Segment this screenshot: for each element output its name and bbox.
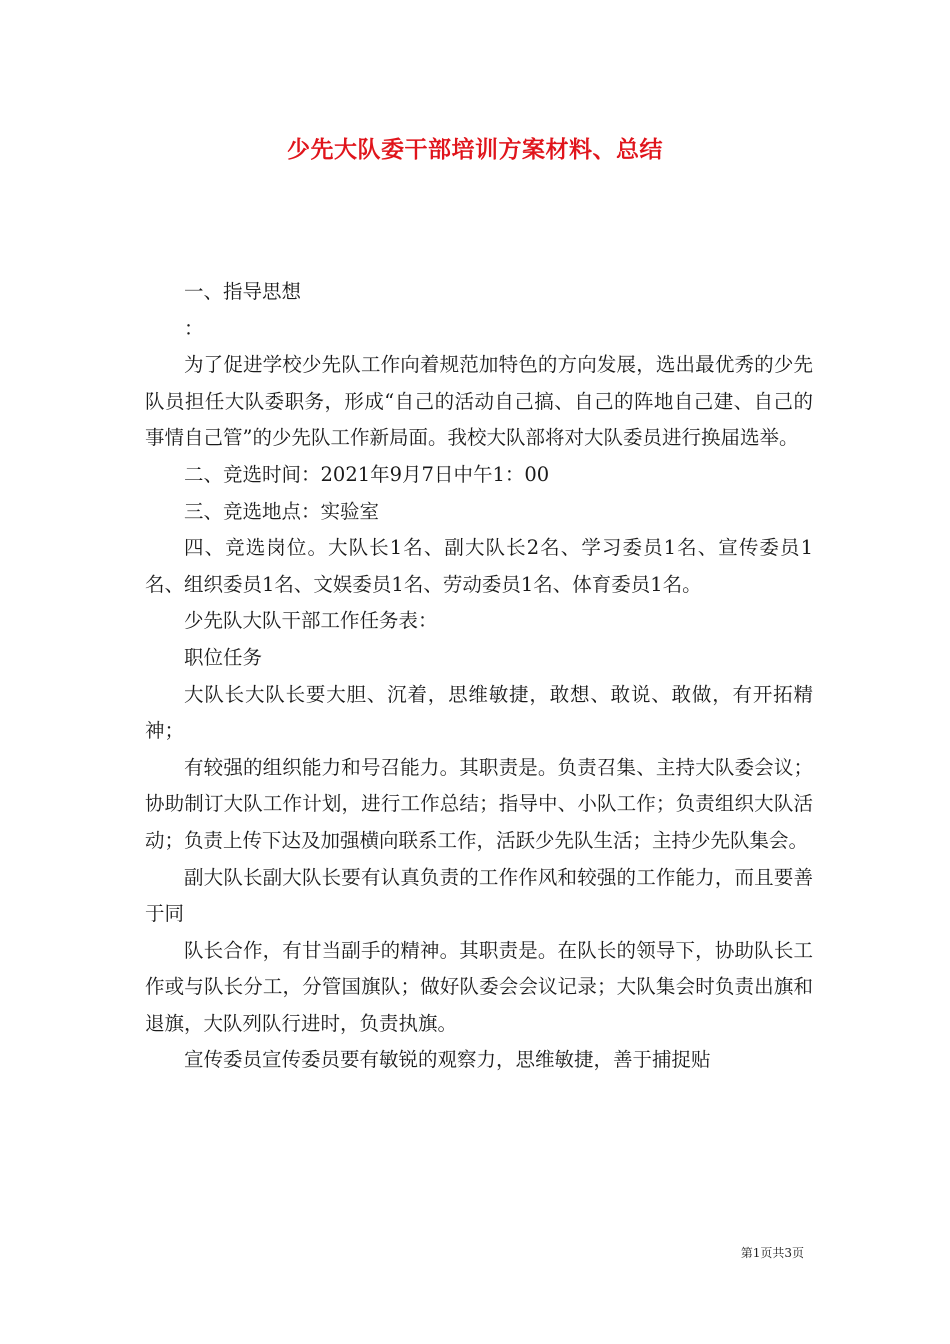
paragraph-vice-captain-duties: 队长合作，有甘当副手的精神。其职责是。在队长的领导下，协助队长工作或与队长分工，分管国旗队；做好队委会会议记录；大队集会时负责出旗和退旗，大队列队行进时，负责执旗。 [145,938,813,1035]
paragraph-vice-captain: 副大队长副大队长要有认真负责的工作作风和较强的工作能力，而且要善于同 [145,865,813,926]
page-number: 第1页共3页 [740,1246,804,1260]
paragraph-election-positions: 四、竞选岗位。大队长1名、副大队长2名、学习委员1名、宣传委员1名、组织委员1名、文娱委员1名、劳动委员1名、体育委员1名。 [145,536,813,596]
paragraph-captain: 大队长大队长要大胆、沉着，思维敏捷，敢想、敢说、敢做，有开拓精神； [145,682,813,743]
paragraph-election-time: 二、竞选时间：2021年9月7日中午1：00 [184,462,550,486]
paragraph-task-table-heading: 少先队大队干部工作任务表： [184,609,438,633]
paragraph-captain-duties: 有较强的组织能力和号召能力。其职责是。负责召集、主持大队委会议；协助制订大队工作计划，进行工作总结；指导中、小队工作；负责组织大队活动；负责上传下达及加强横向联系工作，活跃少先队生活；主持少先队集会。 [145,755,813,852]
document-body [145,274,813,1079]
paragraph-purpose: 为了促进学校少先队工作向着规范加特色的方向发展，选出最优秀的少先队员担任大队委职务，形成“自己的活动自己搞、自己的阵地自己建、自己的事情自己管”的少先队工作新局面。我校大队部将对大队委员进行换届选举。 [145,353,813,450]
paragraph-election-location: 三、竞选地点：实验室 [184,499,380,523]
section-heading-guiding-thought: 一、指导思想 [184,280,302,303]
paragraph-publicity-member: 宣传委员宣传委员要有敏锐的观察力，思维敏捷，善于捕捉贴 [184,1048,711,1072]
colon-line: ： [184,316,204,340]
paragraph-position-task: 职位任务 [184,645,263,669]
document-title: 少先大队委干部培训方案材料、总结 [287,136,663,163]
